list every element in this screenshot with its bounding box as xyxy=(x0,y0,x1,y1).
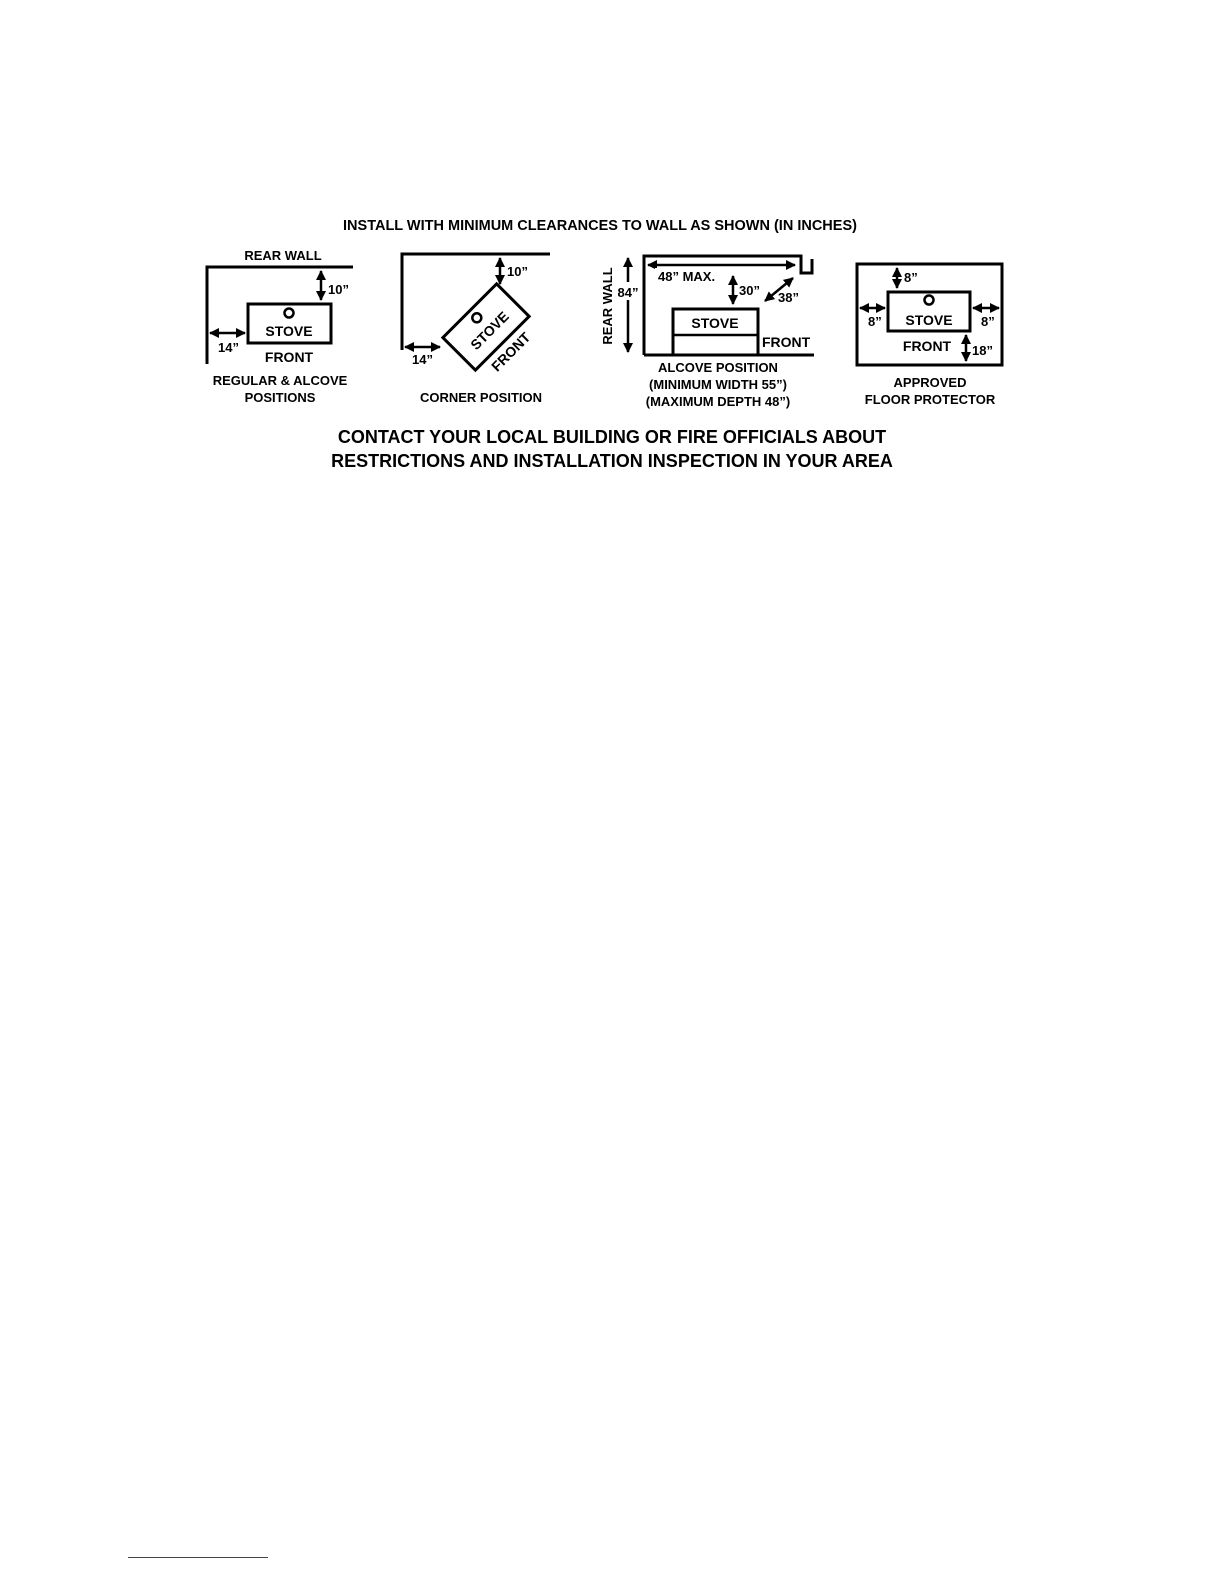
height-label: 84” xyxy=(617,285,639,300)
regular-position-diagram xyxy=(207,248,353,405)
top-clearance-label: 10” xyxy=(328,282,349,297)
stove-label: STOVE xyxy=(265,323,313,339)
notice-line-2: RESTRICTIONS AND INSTALLATION INSPECTION IN YOUR AREA xyxy=(331,451,893,471)
footnote-rule xyxy=(128,1557,268,1558)
front-label: FRONT xyxy=(488,329,534,375)
right-clearance-label: 8” xyxy=(981,314,995,329)
diagram-title: INSTALL WITH MINIMUM CLEARANCES TO WALL AS SHOWN (IN INCHES) xyxy=(343,218,857,234)
side-clearance-label: 14” xyxy=(412,352,433,367)
top-clearance-label: 30” xyxy=(739,283,760,298)
caption: CORNER POSITION xyxy=(419,390,543,405)
caption-line-1: APPROVED xyxy=(893,375,967,390)
flue-outlet-icon xyxy=(925,296,934,305)
flue-outlet-icon xyxy=(285,309,294,318)
front-label: FRONT xyxy=(902,338,952,354)
top-clearance-label: 10” xyxy=(507,264,528,279)
rear-wall-label: REAR WALL xyxy=(600,267,615,345)
left-clearance-label: 8” xyxy=(868,314,882,329)
alcove-position-diagram xyxy=(600,256,814,409)
caption-line-1: ALCOVE POSITION xyxy=(658,360,778,375)
flue-outlet-icon xyxy=(470,311,483,324)
stove-label: STOVE xyxy=(691,315,739,331)
front-clearance-label: 18” xyxy=(972,343,993,358)
notice-line-1: CONTACT YOUR LOCAL BUILDING OR FIRE OFFICIALS ABOUT xyxy=(337,427,887,447)
stove-label: STOVE xyxy=(905,312,953,328)
corner-position-diagram xyxy=(402,254,550,405)
stove-label: STOVE xyxy=(467,308,512,353)
caption-line-2: FLOOR PROTECTOR xyxy=(864,392,996,407)
max-width-label: 48” MAX. xyxy=(658,269,716,284)
diagonal-clearance-label: 38” xyxy=(778,290,799,305)
front-label: FRONT xyxy=(762,334,811,350)
rear-wall-label: REAR WALL xyxy=(244,248,322,263)
caption-line-1: REGULAR & ALCOVE xyxy=(212,373,348,388)
top-clearance-label: 8” xyxy=(904,270,918,285)
caption-line-2: (MINIMUM WIDTH 55”) xyxy=(649,377,787,392)
front-label: FRONT xyxy=(264,349,314,365)
stove-rotated xyxy=(443,284,543,384)
caption-line-2: POSITIONS xyxy=(244,390,316,405)
caption-line-3: (MAXIMUM DEPTH 48”) xyxy=(645,394,791,409)
floor-protector-diagram xyxy=(857,264,1002,407)
side-clearance-label: 14” xyxy=(218,340,239,355)
